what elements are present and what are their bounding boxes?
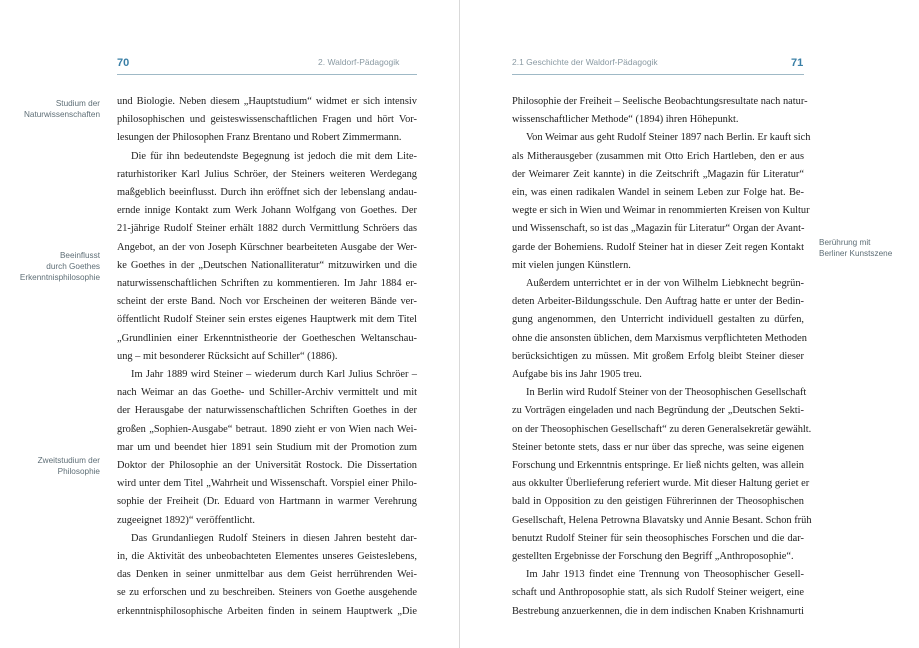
text-line: philosophischen und geisteswissenschaftlichen Fragen und hört Vor- — [117, 114, 417, 126]
text-line: Im Jahr 1913 findet eine Trennung von Theosophischer Gesell- — [526, 569, 804, 581]
text-line: öffentlicht Rudolf Steiner sein erstes eigenes Hauptwerk mit dem Titel — [117, 314, 417, 326]
text-line: aus okkulter Überlieferung referiert wurde. Mit dieser Haltung geriet er — [512, 478, 810, 490]
page-number-left: 70 — [117, 57, 130, 69]
text-line: garde der Bohemiens. Rudolf Steiner hat in dieser Zeit regen Kontakt — [512, 241, 804, 253]
text-line: Außerdem unterrichtet er in der von Wilhelm Liebknecht begrün- — [526, 278, 804, 290]
margin-note-text: Berührung mit Berliner Kunstszene — [819, 238, 893, 258]
margin-note-text: Beeinflusst durch Goethes Erkenntnisphilosophie — [19, 251, 100, 282]
text-line: und Biologie. Neben diesem „Hauptstudium“ widmet er sich intensiv — [117, 96, 417, 107]
left-page — [0, 0, 459, 648]
margin-note-text: Zweitstudium der Philosophie — [37, 456, 100, 476]
text-line: erkenntnisphilosophische Arbeiten finden in seinem Hauptwerk „Die — [117, 605, 417, 617]
text-line: 21-jährige Rudolf Steiner erhält 1882 durch Vermittlung Schröers das — [117, 223, 417, 235]
text-line: Doktor der Philosophie an der Universität Rostock. Die Dissertation — [117, 460, 417, 472]
text-line: mar um und beendet hier 1891 sein Studium mit der Promotion zum — [117, 441, 417, 453]
text-line: der Herausgabe der naturwissenschaftlichen Schriften Goethes in der — [117, 405, 417, 417]
text-line: wird unter dem Titel „Wahrheit und Wissenschaft. Vorspiel einer Philo- — [117, 478, 417, 490]
text-line: Von Weimar aus geht Rudolf Steiner 1897 nach Berlin. Er kauft sich — [526, 132, 811, 144]
text-line: bald in Opposition zu den geistigen Führerinnen der Theosophischen — [512, 496, 804, 508]
text-line: benutzt Rudolf Steiner für sein theosophisches Forschen und die dar- — [512, 532, 804, 544]
text-line: se zu erforschen und zu beschreiben. Steiners von Goethe ausgehende — [117, 587, 417, 599]
text-line: In Berlin wird Rudolf Steiner von der Theosophischen Gesellschaft — [526, 387, 807, 399]
text-line: mit vielen jungen Künstlern. — [512, 259, 631, 271]
text-line: Angebot, an der von Joseph Kürschner bearbeiteten Ausgabe der Wer- — [117, 241, 417, 253]
margin-note-naturwissenschaften — [0, 98, 100, 120]
text-line: als Mitherausgeber (zusammen mit Otto Erich Hartleben, den er aus — [512, 150, 804, 162]
body-text-right — [512, 93, 812, 621]
body-text-left — [117, 93, 417, 621]
text-line: naturwissenschaftlichen Schriften zu kommentieren. Im Jahr 1884 er- — [117, 278, 417, 290]
header-rule-right — [512, 74, 804, 75]
margin-note-philosophie — [0, 455, 100, 477]
header-rule-left — [117, 74, 417, 75]
text-line: der Weimarer Zeit kannte) in die Zeitschrift „Magazin für Literatur“ — [512, 168, 804, 180]
text-line: in, die Aktivität des unbeobachteten Elementes unseres Geisteslebens, — [117, 551, 417, 563]
text-line: ernde innige Kontakt zum Werk Johann Wolfgang von Goethes. Der — [117, 205, 417, 217]
text-line: Steiner betonte stets, dass er nur über das spreche, was seine eigenen — [512, 441, 804, 453]
text-line: und Wissenschaft, so ist das „Magazin für Literatur“ Organ der Avant- — [512, 223, 805, 235]
margin-note-kunstszene — [819, 237, 915, 259]
text-line: ke Goethes in der „Deutschen Nationalliteratur“ mitzuwirken und die — [117, 259, 417, 271]
text-line: Die für ihn bedeutendste Begegnung ist jedoch die mit dem Lite- — [131, 150, 417, 162]
text-line: zu Vorträgen eingeladen und nach Begründung der „Deutschen Sekti- — [512, 405, 804, 417]
right-page — [460, 0, 919, 648]
text-line: zugeeignet 1892)“ veröffentlicht. — [117, 514, 256, 526]
text-line: on der Theosophischen Gesellschaft“ zu deren Generalsekretär gewählt. — [512, 423, 812, 435]
text-line: gestellten Ergebnisse der Forschung den Begriff „Anthroposophie“. — [512, 551, 794, 563]
text-line: scheint der erste Band. Noch vor Erscheinen der weiteren Bände ver- — [117, 296, 417, 308]
text-line: Das Grundanliegen Rudolf Steiners in diesen Jahren besteht dar- — [131, 532, 417, 544]
text-line: Im Jahr 1889 wird Steiner – wiederum durch Karl Julius Schröer – — [131, 369, 417, 381]
text-line: Gesellschaft, Helena Petrowna Blavatsky und Annie Besant. Schon früh — [512, 514, 812, 526]
text-line: ohne die ansonsten üblichen, dem Marxismus verpflichteten Methoden — [512, 332, 807, 344]
text-line: maßgeblich beeinflusst. Durch ihn eröffnet sich der lebenslang andau- — [117, 187, 417, 199]
text-line: Bestrebung anzuerkennen, die in dem indischen Knaben Krishnamurti — [512, 605, 805, 617]
text-line: Forschung und Erkenntnis entspringe. Er ließ nichts gelten, was allein — [512, 460, 804, 472]
margin-note-text: Studium der Naturwissenschaften — [24, 99, 100, 119]
text-line: berücksichtigen zu müssen. Mit großem Erfolg bleibt Steiner dieser — [512, 350, 804, 362]
text-line: sophie der Freiheit (Dr. Eduard von Hartmann in warmer Verehrung — [117, 496, 417, 508]
text-line: Philosophie der Freiheit – Seelische Beobachtungsresultate nach natur- — [512, 96, 808, 107]
text-line: nach Weimar an das Goethe- und Schiller-Archiv vermittelt und mit — [117, 387, 417, 399]
text-line: das Denken in seiner unmittelbar aus dem Geist herrührenden Wei- — [117, 569, 417, 581]
text-line: ein, was einen radikalen Wandel in seinem Leben zur Folge hat. Be- — [512, 187, 804, 199]
text-line: deten Arbeiter-Bildungsschule. Den Auftrag hatte er unter der Bedin- — [512, 296, 804, 308]
text-line: wegte er sich in Wien und Weimar in renommierten Kreisen von Kultur — [512, 205, 810, 217]
text-line: lesungen der Philosophen Franz Brentano und Robert Zimmermann. — [117, 132, 402, 144]
text-line: raturhistoriker Karl Julius Schröer, der Steiners weiteren Werdegang — [117, 168, 417, 180]
running-header-left: 2. Waldorf-Pädagogik — [318, 57, 400, 67]
running-header-right: 2.1 Geschichte der Waldorf-Pädagogik — [512, 57, 658, 67]
text-line: Aufgabe bis ins Jahr 1905 treu. — [512, 369, 642, 381]
text-line: wissenschaftlicher Methode“ (1894) ihren Höhepunkt. — [512, 114, 739, 126]
text-line: „Grundlinien einer Erkenntnistheorie der Goetheschen Weltanschau- — [117, 332, 417, 344]
margin-note-goethe — [0, 250, 100, 283]
text-line: schaft und Anthroposophie statt, als sich Rudolf Steiner weigert, eine — [512, 587, 804, 599]
text-line: gung angenommen, den Unterricht individuell gestalten zu dürfen, — [512, 314, 804, 326]
text-line: großen „Sophien-Ausgabe“ betraut. 1890 zieht er von Wien nach Wei- — [117, 423, 417, 435]
text-line: ung – mit besonderer Rücksicht auf Schiller“ (1886). — [117, 350, 338, 362]
page-number-right: 71 — [791, 57, 804, 69]
